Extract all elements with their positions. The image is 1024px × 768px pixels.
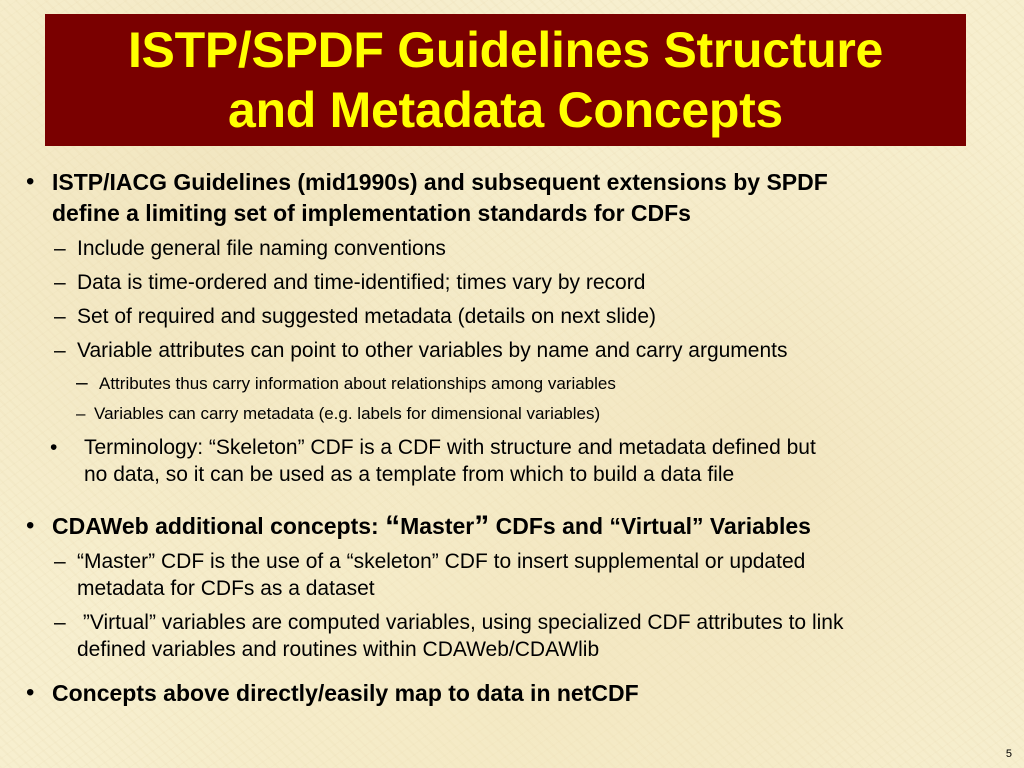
terminology-line-2: no data, so it can be used as a template from which to build a data file xyxy=(84,463,735,486)
sub-bullet-marker: – xyxy=(54,611,66,634)
sub-sub-bullet-marker: – xyxy=(76,371,88,394)
terminology-line-1: Terminology: “Skeleton” CDF is a CDF with structure and metadata defined but xyxy=(84,436,816,459)
terminology-marker: • xyxy=(50,436,58,459)
bullet-marker: • xyxy=(26,512,35,539)
sub-bullet-virtual-line-2: defined variables and routines within CDAWeb/CDAWlib xyxy=(77,638,600,661)
sub-bullet-virtual-line-1: ”Virtual” variables are computed variables, using specialized CDF attributes to link xyxy=(77,611,844,634)
bullet-2-open-quote: “ xyxy=(385,510,401,543)
sub-bullet-marker: – xyxy=(54,271,66,294)
sub-bullet-marker: – xyxy=(54,305,66,328)
bullet-2-prefix: CDAWeb additional concepts: xyxy=(52,513,386,539)
sub-bullet-marker: – xyxy=(54,550,66,573)
bullet-1-line-2: define a limiting set of implementation standards for CDFs xyxy=(52,200,691,226)
sub-bullet-marker: – xyxy=(54,339,66,362)
sub-bullet-marker: – xyxy=(54,237,66,260)
page-number: 5 xyxy=(1005,748,1012,760)
bullet-2-cdaweb-concepts xyxy=(52,511,811,542)
bullet-2-suffix: CDFs and “Virtual” Variables xyxy=(489,513,811,539)
sub-bullet-master-line-2: metadata for CDFs as a dataset xyxy=(77,577,375,600)
sub-bullet-time-ordered: Data is time-ordered and time-identified; times vary by record xyxy=(77,271,646,294)
bullet-2-master: Master xyxy=(400,513,475,539)
sub-sub-bullet-relationships: Attributes thus carry information about relationships among variables xyxy=(99,374,616,393)
bullet-marker: • xyxy=(26,168,35,195)
sub-sub-bullet-marker: – xyxy=(76,404,86,423)
sub-bullet-variable-attributes: Variable attributes can point to other variables by name and carry arguments xyxy=(77,339,788,362)
bullet-3-netcdf: Concepts above directly/easily map to data in netCDF xyxy=(52,680,639,706)
sub-bullet-master-line-1: “Master” CDF is the use of a “skeleton” CDF to insert supplemental or updated xyxy=(77,550,806,573)
slide-title-line-1: ISTP/SPDF Guidelines Structure xyxy=(127,22,884,78)
sub-bullet-naming: Include general file naming conventions xyxy=(77,237,446,260)
sub-bullet-metadata: Set of required and suggested metadata (details on next slide) xyxy=(77,305,657,328)
sub-sub-bullet-variables-metadata: Variables can carry metadata (e.g. labels for dimensional variables) xyxy=(94,404,601,423)
bullet-2-close-quote: ” xyxy=(474,510,490,543)
slide-title-line-2: and Metadata Concepts xyxy=(228,82,783,138)
bullet-marker: • xyxy=(26,679,35,706)
bullet-1-line-1: ISTP/IACG Guidelines (mid1990s) and subsequent extensions by SPDF xyxy=(52,169,828,195)
